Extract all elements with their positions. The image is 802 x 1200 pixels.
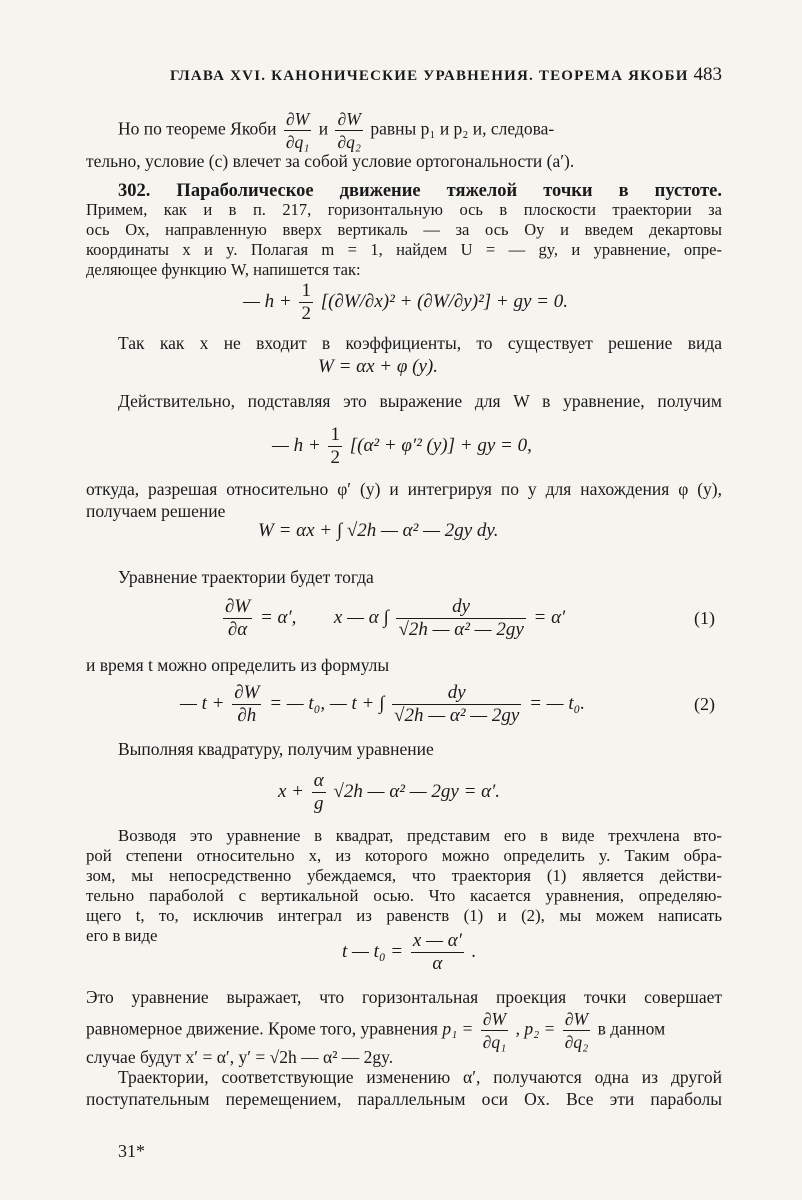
text-line: и время t можно определить из формулы (86, 655, 390, 675)
paragraph-separation (118, 332, 722, 354)
fraction-half (328, 424, 342, 469)
text-fragment: равны p₁ и p₂ и, следова- (370, 118, 555, 139)
formula-part: , p₂ = (515, 1018, 556, 1039)
formula-part: = α′ (533, 606, 566, 628)
text-line: тельно, условие (c) влечет за собой условие ортогональности (a′). (86, 151, 575, 171)
text-line: Возводя это уравнение в квадрат, представим его в виде трехчлена вто- (118, 826, 722, 845)
text-line: Выполняя квадратуру, получим уравнение (118, 739, 434, 759)
numerator: dy (396, 596, 525, 619)
formula-part: — h + (243, 290, 292, 312)
text-line: откуда, разрешая относительно φ′ (y) и интегрируя по y для нахождения φ (y), (86, 479, 722, 499)
text-line: Это уравнение выражает, что горизонтальная проекция точки совершает (86, 987, 722, 1007)
denominator: ∂q₂ (337, 132, 361, 152)
formula-part: . (471, 940, 477, 962)
denominator: ∂q₂ (564, 1032, 589, 1052)
formula-part: — h + (272, 434, 321, 456)
text-line: тельно параболой с вертикальной осью. Что касается уравнения, определяю- (86, 886, 722, 905)
formula-part: [(∂W/∂x)² + (∂W/∂y)²] + gy = 0. (320, 290, 568, 312)
fraction-x-alpha (411, 930, 464, 975)
fraction-dW-dalpha (223, 596, 252, 641)
denominator: 2 (301, 303, 311, 324)
numerator: ∂W (481, 1008, 508, 1031)
text-line: случае будут x′ = α′, y′ = √2h — α² — 2gy. (86, 1047, 394, 1067)
numerator: α (313, 770, 324, 791)
text-line: координаты x и y. Полагая m = 1, найдем U = — gy, и уравнение, опре- (86, 240, 722, 259)
fraction-half (299, 280, 313, 325)
text-line: Так как x не входит в коэффициенты, то существует решение вида (118, 333, 722, 353)
fraction-dW-dh (232, 682, 261, 727)
text-line: Траектории, соответствующие изменению α′, получаются одна из другой (118, 1067, 722, 1087)
numerator: x — α′ (412, 930, 462, 951)
text-fragment: в данном (597, 1018, 666, 1039)
text-fragment: Но по теореме Якоби (118, 118, 277, 139)
paragraph-setup (86, 200, 722, 280)
printer-signature: 31* (118, 1141, 145, 1161)
fraction-integrand (392, 682, 521, 727)
text-line: его в виде (86, 926, 158, 945)
formula-part: √2h — α² — 2gy = α′. (333, 780, 501, 802)
paragraph-quadrature (118, 738, 722, 760)
formula-part: = — t₀. (529, 692, 585, 714)
numerator: ∂W (284, 108, 311, 131)
paragraph-uniform-motion (86, 986, 722, 1008)
solution-form (318, 356, 438, 378)
paragraph-substitution (118, 390, 722, 412)
paragraph-integration (86, 478, 722, 522)
paragraph-translation (86, 1066, 722, 1110)
formula-part: x + (278, 780, 305, 802)
text-line: Примем, как и в п. 217, горизонтальную ось в плоскости траектории за (86, 200, 722, 219)
text-line: поступательным перемещением, параллельным оси Ox. Все эти параболы (86, 1089, 722, 1109)
formula-part: p₁ = (442, 1018, 474, 1039)
trajectory-equation (220, 596, 565, 641)
formula-part: W = αx + ∫ √2h — α² — 2gy dy. (258, 520, 499, 541)
time-equation (180, 682, 585, 727)
quadrature-equation (278, 770, 500, 815)
formula-part: t — t₀ = (342, 940, 404, 962)
fraction-integrand (396, 596, 525, 641)
formula-part: [(α² + φ′² (y)] + gy = 0, (349, 434, 532, 456)
fraction-alpha-g (312, 770, 326, 815)
numerator: ∂W (335, 108, 362, 131)
denominator: 2 (330, 447, 340, 468)
text-line: Действительно, подставляя это выражение для W в уравнение, получим (118, 391, 722, 411)
substituted-equation (272, 424, 532, 469)
text-line: щего t, то, исключив интеграл из равенств (1) и (2), мы можем написать (86, 906, 722, 925)
denominator: ∂q₁ (482, 1032, 507, 1052)
text-line: деляющее функцию W, напишется так: (86, 260, 361, 279)
text-line: ось Ox, направленную вверх вертикаль — за ось Oy и введем декартовы (86, 220, 722, 239)
text-fragment: равномерное движение. Кроме того, уравнения (86, 1018, 438, 1039)
heading-text: 302. Параболическое движение тяжелой точки в пустоте. (118, 181, 722, 201)
w-solution (258, 520, 499, 542)
denominator: ∂q₁ (285, 132, 310, 152)
numerator: dy (392, 682, 521, 705)
denominator: ∂α (227, 619, 248, 640)
text-line: зом, мы непосредственно убеждаемся, что траектория (1) является действи- (86, 866, 722, 885)
paragraph-parabola (86, 826, 722, 946)
text-line: Уравнение траектории будет тогда (118, 567, 374, 587)
denominator: √2h — α² — 2gy (394, 705, 520, 726)
fraction-dW-dq2 (335, 108, 362, 153)
formula-part: — t + (180, 692, 225, 714)
formula-part: x — α ∫ (333, 606, 389, 628)
paragraph-trajectory (118, 566, 722, 588)
paragraph-jacobi-intro (118, 108, 722, 153)
paragraph-velocities (86, 1046, 722, 1068)
paragraph-jacobi-cont (86, 150, 722, 172)
formula-part: = — t₀, — t + ∫ (269, 692, 385, 714)
chapter-title: ГЛАВА XVI. КАНОНИЧЕСКИЕ УРАВНЕНИЯ. ТЕОРЕМА ЯКОБИ (170, 68, 689, 84)
equation-number-1: (1) (694, 608, 715, 628)
time-difference-equation (342, 930, 476, 975)
formula-part: W = αx + φ (y). (318, 356, 438, 377)
fraction-dW-dq1 (284, 108, 311, 153)
numerator: 1 (330, 424, 340, 445)
paragraph-time (86, 654, 722, 676)
numerator: ∂W (234, 682, 260, 703)
equation-number-2: (2) (694, 694, 715, 714)
formula-part: = α′, (259, 606, 297, 628)
denominator: √2h — α² — 2gy (398, 619, 524, 640)
section-heading (118, 180, 722, 202)
numerator: ∂W (563, 1008, 590, 1031)
numerator: 1 (301, 280, 311, 301)
denominator: ∂h (237, 705, 257, 726)
hamilton-jacobi-equation (243, 280, 568, 325)
numerator: ∂W (225, 596, 251, 617)
text-fragment: и (318, 118, 329, 139)
denominator: α (432, 953, 443, 974)
page-number: 483 (693, 64, 722, 85)
denominator: g (314, 793, 324, 814)
text-line: рой степени относительно x, из которого можно определить y. Таким обра- (86, 846, 722, 865)
text-line: получаем решение (86, 501, 226, 521)
